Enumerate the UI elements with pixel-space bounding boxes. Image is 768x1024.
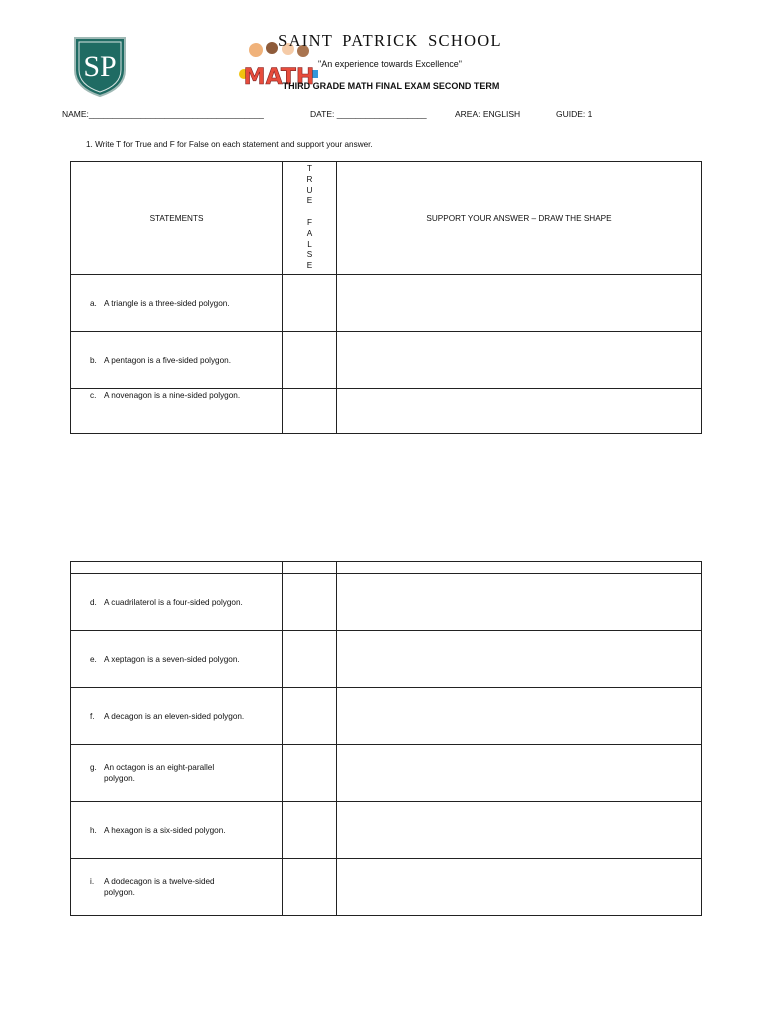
statement-letter: f. (90, 711, 95, 721)
support-answer-header: SUPPORT YOUR ANSWER – DRAW THE SHAPE (337, 162, 702, 275)
statement-letter: g. (90, 763, 97, 772)
tf-letter: F (306, 218, 312, 227)
table-row (71, 275, 702, 332)
draw-shape-cell[interactable] (337, 859, 702, 916)
statement-cell (71, 802, 283, 859)
true-false-answer-cell[interactable] (283, 275, 337, 332)
statement-cell (71, 389, 283, 434)
table-row (71, 389, 702, 434)
statement-cell (71, 574, 283, 631)
guide-label: GUIDE: 1 (556, 109, 593, 119)
table-row (71, 688, 702, 745)
statement-text: A dodecagon is a twelve-sided polygon. (104, 877, 215, 897)
statement-cell (71, 275, 283, 332)
table-header-row (71, 562, 702, 574)
empty-header-cell (337, 562, 702, 574)
true-false-header (283, 162, 337, 275)
tf-letter: T (306, 164, 312, 174)
statement-letter: e. (90, 654, 97, 664)
true-false-answer-cell[interactable] (283, 802, 337, 859)
statements-table-1 (70, 161, 702, 434)
statement-cell (71, 859, 283, 916)
true-false-answer-cell[interactable] (283, 631, 337, 688)
statement-letter: h. (90, 825, 97, 835)
true-false-answer-cell[interactable] (283, 745, 337, 802)
draw-shape-cell[interactable] (337, 688, 702, 745)
draw-shape-cell[interactable] (337, 389, 702, 434)
area-label: AREA: ENGLISH (455, 109, 521, 119)
statements-table-2 (70, 561, 702, 916)
tf-letter: S (306, 250, 313, 260)
true-false-answer-cell[interactable] (283, 332, 337, 389)
draw-shape-cell[interactable] (337, 332, 702, 389)
tf-letter: E (306, 196, 313, 206)
statement-cell (71, 745, 283, 802)
statement-text: A hexagon is a six-sided polygon. (104, 825, 226, 835)
math-word-art: MATH (243, 65, 315, 90)
empty-header-cell (283, 562, 337, 574)
statement-text: A xeptagon is a seven-sided polygon. (104, 654, 240, 664)
true-false-answer-cell[interactable] (283, 688, 337, 745)
statement-letter: i. (90, 877, 95, 886)
tf-letter: R (306, 174, 313, 184)
tf-letter (283, 207, 336, 218)
table-row (71, 332, 702, 389)
tf-letter: L (307, 239, 312, 249)
table-row (71, 574, 702, 631)
statement-cell (71, 631, 283, 688)
statement-text: A pentagon is a five-sided polygon. (104, 355, 231, 365)
true-false-answer-cell[interactable] (283, 389, 337, 434)
draw-shape-cell[interactable] (337, 631, 702, 688)
table-header-row (71, 162, 702, 275)
true-false-answer-cell[interactable] (283, 574, 337, 631)
exam-title: THIRD GRADE MATH FINAL EXAM SECOND TERM (282, 81, 500, 91)
statement-letter: a. (90, 298, 97, 308)
statement-text: A cuadrilaterol is a four-sided polygon. (104, 597, 243, 607)
name-field[interactable]: NAME:_____________________________________ (62, 109, 264, 119)
statement-letter: d. (90, 597, 97, 607)
statements-header: STATEMENTS (71, 162, 283, 275)
draw-shape-cell[interactable] (337, 275, 702, 332)
statement-cell (71, 688, 283, 745)
school-motto: "An experience towards Excellence" (318, 59, 462, 69)
statement-cell (71, 332, 283, 389)
school-name: SAINT PATRICK SCHOOL (278, 31, 502, 50)
statement-text: A triangle is a three-sided polygon. (104, 298, 230, 308)
date-field[interactable]: DATE: ___________________ (310, 109, 427, 119)
statement-letter: c. (90, 391, 97, 400)
tf-letter: A (306, 228, 313, 238)
table-row (71, 631, 702, 688)
statement-text: An octagon is an eight-parallel polygon. (104, 763, 215, 783)
statement-text: A novenagon is a nine-sided polygon. (104, 391, 241, 400)
instruction-text: 1. Write T for True and F for False on each statement and support your answer. (86, 140, 373, 149)
draw-shape-cell[interactable] (337, 574, 702, 631)
statement-text: A decagon is an eleven-sided polygon. (104, 711, 245, 721)
empty-header-cell (71, 562, 283, 574)
tf-letter: E (306, 261, 313, 271)
draw-shape-cell[interactable] (337, 802, 702, 859)
logo-letters: SP (83, 50, 117, 83)
draw-shape-cell[interactable] (337, 745, 702, 802)
tf-letter: U (306, 185, 313, 195)
table-row (71, 802, 702, 859)
table-row (71, 859, 702, 916)
table-row (71, 745, 702, 802)
statement-letter: b. (90, 355, 97, 365)
true-false-answer-cell[interactable] (283, 859, 337, 916)
